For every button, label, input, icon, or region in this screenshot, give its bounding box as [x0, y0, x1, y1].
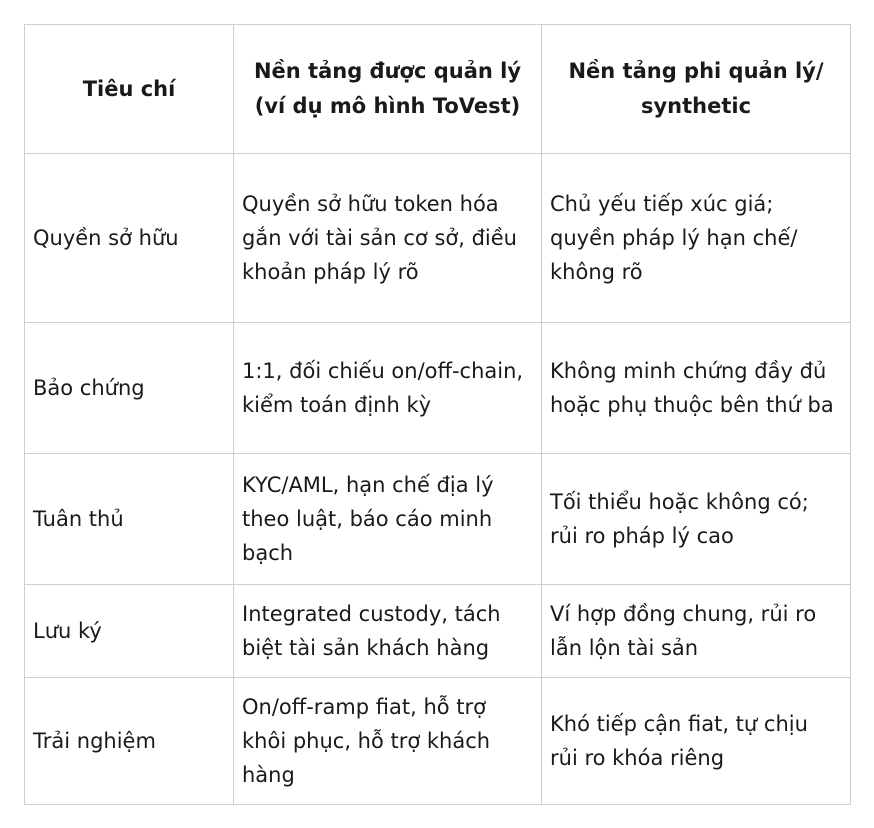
- cell-criterion: Tuân thủ: [25, 454, 234, 585]
- table-row-collateral: [25, 323, 851, 454]
- cell-criterion: Lưu ký: [25, 585, 234, 678]
- table-row-ownership: [25, 154, 851, 323]
- cell-managed: Quyền sở hữu token hóa gắn với tài sản cơ sở, điều khoản pháp lý rõ: [234, 154, 542, 323]
- comparison-table-container: [24, 24, 850, 805]
- table-header-row: [25, 25, 851, 154]
- cell-unmanaged: Ví hợp đồng chung, rủi ro lẫn lộn tài sản: [542, 585, 851, 678]
- cell-managed: 1:1, đối chiếu on/off-chain, kiểm toán định kỳ: [234, 323, 542, 454]
- cell-unmanaged: Khó tiếp cận fiat, tự chịu rủi ro khóa riêng: [542, 678, 851, 805]
- cell-managed: On/off-ramp fiat, hỗ trợ khôi phục, hỗ trợ khách hàng: [234, 678, 542, 805]
- table-row-experience: [25, 678, 851, 805]
- header-managed-platform: Nền tảng được quản lý (ví dụ mô hình ToVest): [234, 25, 542, 154]
- cell-criterion: Trải nghiệm: [25, 678, 234, 805]
- cell-unmanaged: Chủ yếu tiếp xúc giá; quyền pháp lý hạn chế/ không rõ: [542, 154, 851, 323]
- table-row-custody: [25, 585, 851, 678]
- table-row-compliance: [25, 454, 851, 585]
- cell-unmanaged: Không minh chứng đầy đủ hoặc phụ thuộc bên thứ ba: [542, 323, 851, 454]
- cell-managed: KYC/AML, hạn chế địa lý theo luật, báo cáo minh bạch: [234, 454, 542, 585]
- header-unmanaged-platform: Nền tảng phi quản lý/ synthetic: [542, 25, 851, 154]
- comparison-table: [24, 24, 851, 805]
- cell-unmanaged: Tối thiểu hoặc không có; rủi ro pháp lý cao: [542, 454, 851, 585]
- cell-criterion: Quyền sở hữu: [25, 154, 234, 323]
- cell-managed: Integrated custody, tách biệt tài sản khách hàng: [234, 585, 542, 678]
- cell-criterion: Bảo chứng: [25, 323, 234, 454]
- header-criteria: Tiêu chí: [25, 25, 234, 154]
